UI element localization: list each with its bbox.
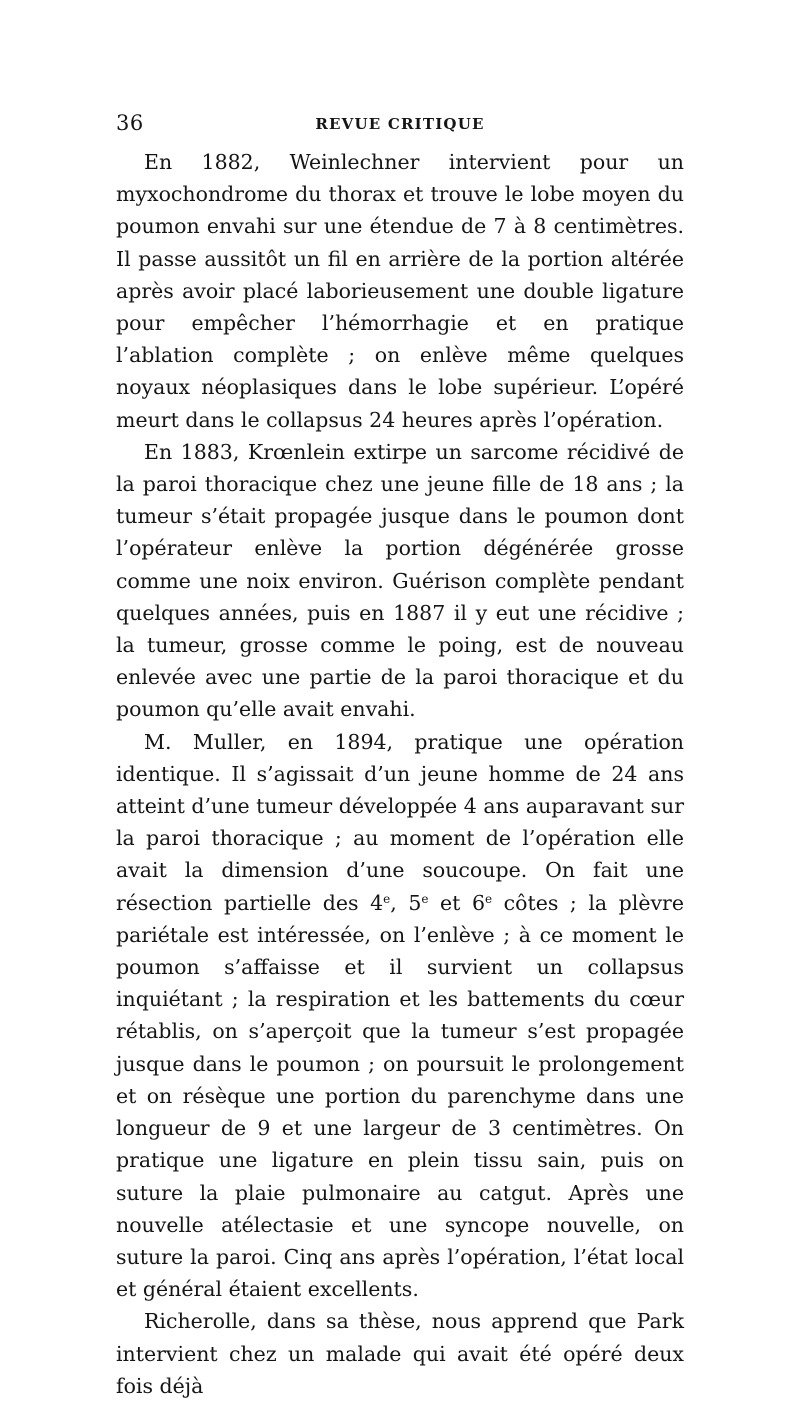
page-header: [116, 110, 684, 136]
page-number: 36: [116, 111, 144, 135]
paragraph-kroenlein: En 1883, Krœnlein extirpe un sarcome récidivé de la paroi thoracique chez une jeune fille de 18 ans ; la tumeur s’était propagée jusque dans le poumon dont l’opérateur enlève la portion dégénérée grosse comme une noix environ. Guérison complète pendant quelques années, puis en 1887 il y eut une récidive ; la tumeur, grosse comme le poing, est de nouveau enlevée avec une partie de la paroi thoracique et du poumon qu’elle avait envahi.: [116, 439, 684, 722]
ordinal-suffix: e: [383, 891, 391, 906]
book-page: [116, 110, 684, 1402]
paragraph-weinlechner: En 1882, Weinlechner intervient pour un myxochondrome du thorax et trouve le lobe moyen du poumon envahi sur une étendue de 7 à 8 centimètres. Il passe aussitôt un fil en arrière de la portion altérée après avoir placé laborieusement une double ligature pour empêcher l’hémorrhagie et en pratique l’ablation complète ; on enlève même quelques noyaux néoplasiques dans le lobe supérieur. L’opéré meurt dans le collapsus 24 heures après l’opération.: [116, 150, 684, 432]
running-head: REVUE CRITIQUE: [315, 115, 485, 133]
body-text: [116, 146, 684, 1402]
paragraph-richerolle: Richerolle, dans sa thèse, nous apprend que Park intervient chez un malade qui avait été opéré deux fois déjà: [116, 1309, 684, 1398]
ordinal-suffix: e: [485, 891, 493, 906]
rib-number-6: 6: [471, 890, 485, 915]
rib-number-5: 5: [408, 890, 422, 915]
paragraph-muller: [116, 726, 684, 1306]
muller-text-start: M. Muller, en 1894, pratique une opération identique. Il s’agissait d’un jeune homme de 24 ans atteint d’une tumeur développée 4 ans auparavant sur la paroi thoracique ; au moment de l’opération elle avait la dimension d’une soucoupe. On fait une résection partielle des: [116, 729, 684, 915]
ordinal-suffix: e: [421, 891, 429, 906]
separator: et: [428, 890, 472, 915]
separator: ,: [390, 890, 409, 915]
rib-number-4: 4: [370, 890, 384, 915]
muller-text-end: côtes ; la plèvre pariétale est intéressée, on l’enlève ; à ce moment le poumon s’affaisse et il survient un collapsus inquiétant ; la respiration et les battements du cœur rétablis, on s’aperçoit que la tumeur s’est propagée jusque dans le poumon ; on poursuit le prolongement et on résèque une portion du parenchyme dans une longueur de 9 et une largeur de 3 centimètres. On pratique une ligature en plein tissu sain, puis on suture la plaie pulmonaire au catgut. Après une nouvelle atélectasie et une syncope nouvelle, on suture la paroi. Cinq ans après l’opération, l’état local et général étaient excellents.: [116, 890, 684, 1302]
